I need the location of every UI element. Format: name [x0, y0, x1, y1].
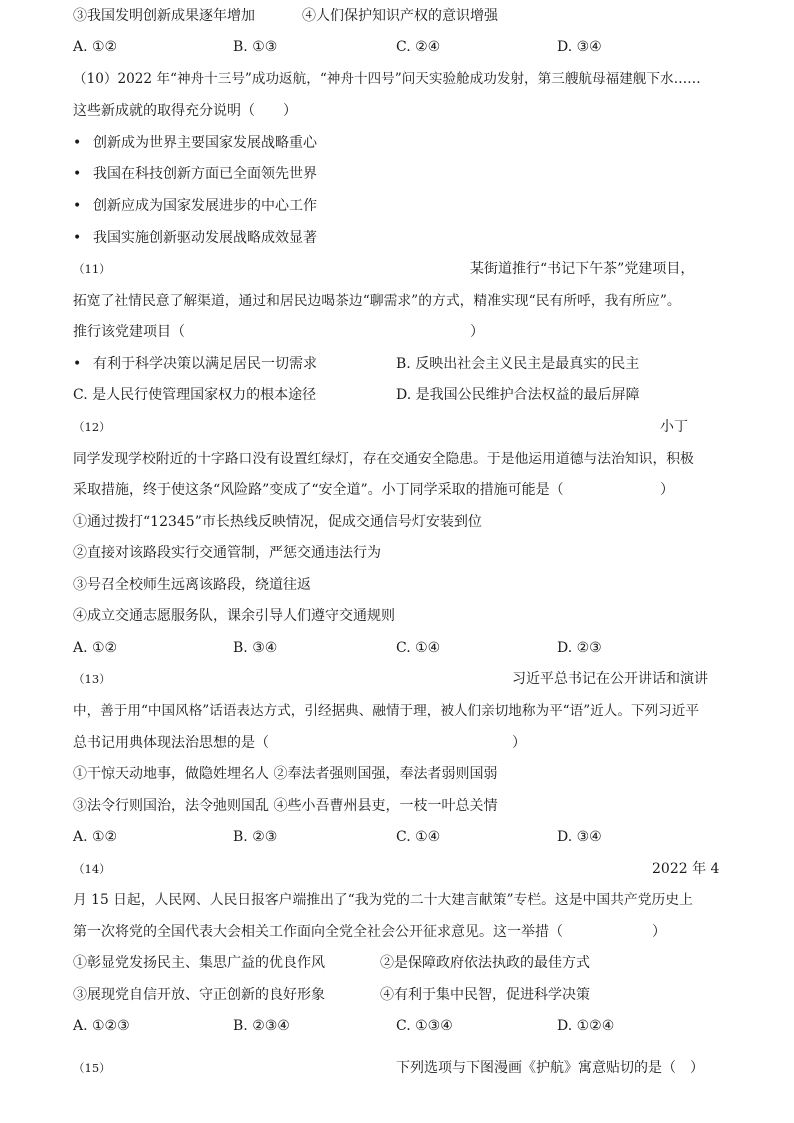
- statement-4: ④人们保护知识产权的意识增强: [302, 8, 498, 24]
- q14-option-b: B. ②③④: [233, 1018, 290, 1034]
- option-b: B. ①③: [233, 39, 278, 55]
- q12-lead: 小丁: [660, 419, 688, 435]
- q13-line2: 中，善于用“中国风格”话语表达方式，引经据典、融情于理，被人们亲切地称为平“语”近人。下列习近平: [73, 703, 699, 719]
- q13-item-2: ③法令行则国治，法令弛则国乱 ④些小吾曹州县吏，一枝一叶总关情: [73, 798, 498, 814]
- q10-choice-b: [73, 164, 317, 184]
- q12-line3a: 采取措施，终于使这条“风险路”变成了“安全道”。小丁同学采取的措施可能是（: [73, 482, 564, 498]
- q15-number: （15）: [73, 1061, 111, 1075]
- q10-stem-line1: （10）2022 年“神舟十三号”成功返航，“神舟十四号”问天实验舱成功发射，第三艘航母福建舰下水……: [73, 71, 701, 87]
- q13-option-c: C. ①④: [396, 829, 441, 845]
- q14-item-4: ④有利于集中民智，促进科学决策: [380, 987, 590, 1003]
- q12-number: （12）: [73, 420, 111, 434]
- q11-line2: 拓宽了社情民意了解渠道，通过和居民边喝茶边“聊需求”的方式，精准实现“民有所呼，我有所应”。: [73, 293, 681, 309]
- q13-line3b: ）: [512, 735, 526, 751]
- q11-option-a-text: 有利于科学决策以满足居民一切需求: [93, 356, 317, 372]
- q14-line3a: 第一次将党的全国代表大会相关工作面向全党全社会公开征求意见。这一举措（: [73, 924, 563, 940]
- q10-stem-line2: 这些新成就的取得充分说明（ ）: [73, 103, 297, 119]
- q12-option-b: B. ③④: [233, 640, 278, 656]
- q11-option-a: [73, 354, 317, 374]
- q10-choice-a-text: 创新成为世界主要国家发展战略重心: [93, 135, 317, 151]
- q14-item-3: ③展现党自信开放、守正创新的良好形象: [73, 987, 325, 1003]
- q11-lead: 某街道推行“书记下午茶”党建项目，: [470, 261, 695, 277]
- q14-option-a: A. ①②③: [73, 1018, 130, 1034]
- q12-item-4: ④成立交通志愿服务队，课余引导人们遵守交通规则: [73, 608, 395, 624]
- q14-number: （14）: [73, 862, 111, 876]
- q13-option-b: B. ②③: [233, 829, 278, 845]
- q13-number: （13）: [73, 672, 111, 686]
- q12-item-1: ①通过拨打“12345”市长热线反映情况，促成交通信号灯安装到位: [73, 514, 482, 530]
- q14-line2: 月 15 日起，人民网、人民日报客户端推出了“我为党的二十大建言献策”专栏。这是中国共产党历史上: [73, 892, 693, 908]
- q12-item-2: ②直接对该路段实行交通管制，严惩交通违法行为: [73, 545, 381, 561]
- q13-lead: 习近平总书记在公开讲话和演讲: [512, 671, 708, 687]
- q13-option-a: A. ①②: [73, 829, 118, 845]
- q14-option-c: C. ①③④: [396, 1018, 453, 1034]
- option-d: D. ③④: [557, 39, 602, 55]
- statement-3: ③我国发明创新成果逐年增加: [73, 8, 255, 24]
- q10-choice-c-text: 创新应成为国家发展进步的中心工作: [93, 198, 317, 214]
- q10-choice-a: [73, 133, 317, 153]
- q12-option-c: C. ①④: [396, 640, 441, 656]
- q13-item-1: ①干惊天动地事，做隐姓埋名人 ②奉法者强则国强，奉法者弱则国弱: [73, 766, 498, 782]
- q10-choice-c: [73, 196, 317, 216]
- q11-option-d: D. 是我国公民维护合法权益的最后屏障: [396, 387, 640, 403]
- q10-choice-d-text: 我国实施创新驱动发展战略成效显著: [93, 230, 317, 246]
- option-c: C. ②④: [396, 39, 441, 55]
- q12-option-a: A. ①②: [73, 640, 118, 656]
- q13-option-d: D. ③④: [557, 829, 602, 845]
- q14-lead: 2022 年 4: [652, 861, 720, 877]
- q14-line3b: ）: [652, 924, 666, 940]
- q10-choice-d: [73, 228, 317, 248]
- q11-number: （11）: [73, 262, 111, 276]
- q14-option-d: D. ①②④: [557, 1018, 615, 1034]
- q15-lead: 下列选项与下图漫画《护航》寓意贴切的是（ ）: [396, 1060, 704, 1076]
- q11-option-b: B. 反映出社会主义民主是最真实的民主: [396, 356, 640, 372]
- q11-line3a: 推行该党建项目（: [73, 324, 185, 340]
- q12-line3b: ）: [660, 482, 674, 498]
- q14-item-2: ②是保障政府依法执政的最佳方式: [380, 955, 590, 971]
- q12-option-d: D. ②③: [557, 640, 602, 656]
- q13-line3a: 总书记用典体现法治思想的是（: [73, 735, 269, 751]
- q14-item-1: ①彰显党发扬民主、集思广益的优良作风: [73, 955, 325, 971]
- q12-item-3: ③号召全校师生远离该路段，绕道往返: [73, 577, 311, 593]
- q11-option-c: C. 是人民行使管理国家权力的根本途径: [73, 387, 317, 403]
- option-a: A. ①②: [73, 39, 118, 55]
- q10-choice-b-text: 我国在科技创新方面已全面领先世界: [93, 166, 317, 182]
- q12-line2: 同学发现学校附近的十字路口没有设置红绿灯，存在交通安全隐患。于是他运用道德与法治知识，积极: [73, 451, 694, 467]
- q11-line3b: ）: [470, 324, 484, 340]
